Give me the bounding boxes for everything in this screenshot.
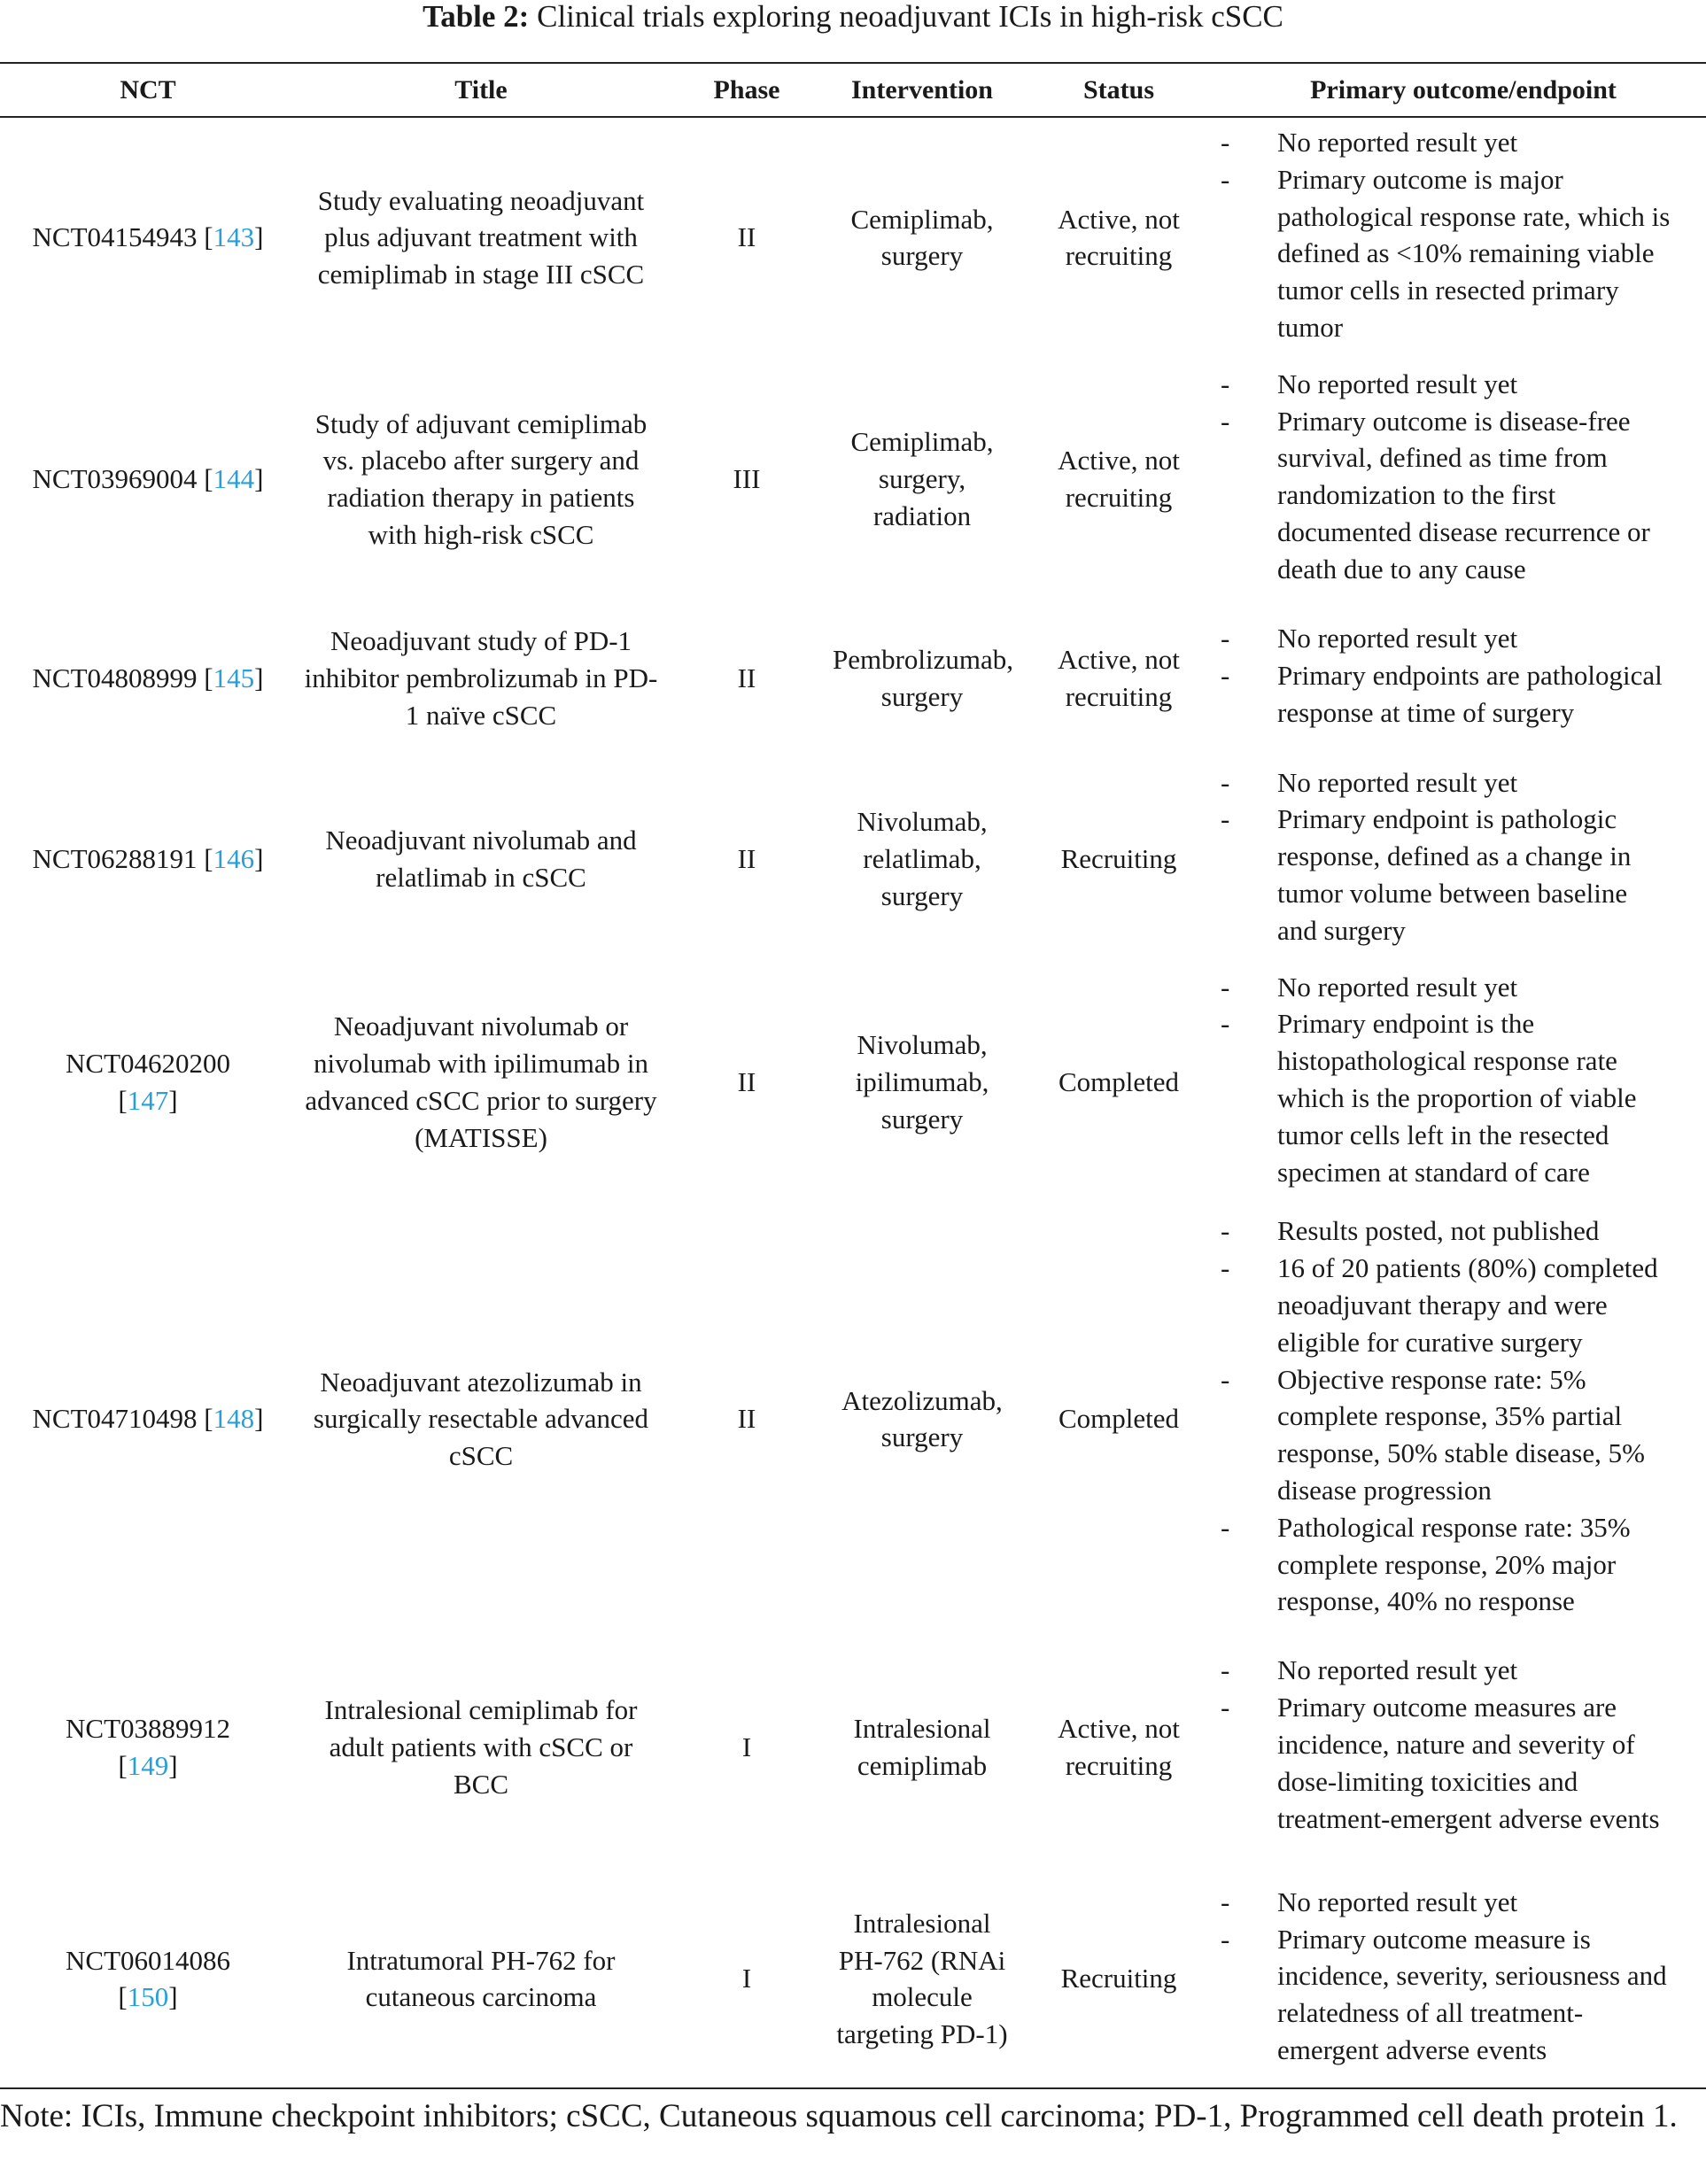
cell-nct: NCT06014086 [150] [66, 1944, 230, 2013]
header-intervention: Intervention [851, 75, 993, 105]
cell-title: Intralesional cemiplimab for adult patients with cSCC or BCC [324, 1694, 638, 1800]
reference-link[interactable]: 150 [127, 1981, 169, 2013]
cell-phase: II [737, 1403, 756, 1435]
cell-intervention: Intralesional cemiplimab [853, 1713, 991, 1781]
outcome-item: - Pathological response rate: 35% complete response, 20% major response, 40% no response [1221, 1509, 1706, 1620]
header-title: Title [454, 75, 508, 105]
outcome-item: - No reported result yet [1221, 1884, 1706, 1921]
header-outcome: Primary outcome/endpoint [1310, 75, 1617, 105]
outcome-item: - Objective response rate: 5% complete response, 35% partial response, 50% stable disease, 5% disease progression [1221, 1361, 1706, 1509]
outcome-item: - Primary endpoints are pathological response at time of surgery [1221, 657, 1706, 732]
nct-id: NCT03889912 [66, 1713, 230, 1745]
table-row [0, 1203, 1706, 1635]
cell-outcome [1221, 359, 1706, 600]
cell-status: Active, not recruiting [1058, 203, 1180, 272]
table-note: Note: ICIs, Immune checkpoint inhibitors; cSCC, Cutaneous squamous cell carcinoma; PD-1, Programmed cell death protein 1. [0, 2098, 1678, 2134]
reference-link[interactable]: 149 [127, 1749, 169, 1781]
caption-label: Table 2: [423, 0, 530, 34]
cell-phase: I [741, 1731, 752, 1762]
nct-id: NCT04620200 [66, 1048, 230, 1080]
outcome-list [1221, 124, 1706, 346]
cell-status: Completed [1058, 1403, 1180, 1435]
header-status: Status [1082, 75, 1155, 105]
outcome-item: - No reported result yet [1221, 969, 1706, 1006]
cell-phase: II [737, 1066, 756, 1098]
cell-outcome [1221, 962, 1706, 1204]
reference-link[interactable]: 145 [213, 662, 255, 694]
cell-status: Active, not recruiting [1058, 1713, 1180, 1781]
cell-outcome [1221, 757, 1706, 962]
cell-nct: NCT06288191 [146] [32, 843, 264, 875]
outcome-item: - Primary endpoint is the histopathological response rate which is the proportion of viable tumor cells left in the resected specimen at standard of care [1221, 1005, 1706, 1190]
nct-id: NCT04154943 [32, 221, 198, 253]
cell-outcome [1221, 1203, 1706, 1635]
cell-intervention: Cemiplimab, surgery [850, 203, 994, 272]
cell-nct: NCT04620200 [147] [66, 1048, 230, 1116]
table-row [0, 962, 1706, 1204]
cell-outcome [1221, 600, 1706, 757]
cell-nct: NCT04154943 [143] [32, 221, 264, 253]
outcome-list [1221, 1652, 1706, 1837]
cell-intervention: Nivolumab, relatlimab, surgery [857, 806, 988, 911]
cell-title: Study evaluating neoadjuvant plus adjuvant treatment with cemiplimab in stage III cSCC [317, 184, 645, 290]
cell-status: Active, not recruiting [1058, 644, 1180, 713]
outcome-list [1221, 1884, 1706, 2069]
cell-title: Study of adjuvant cemiplimab vs. placebo after surgery and radiation therapy in patients with high-risk cSCC [314, 407, 648, 550]
outcome-list [1221, 764, 1706, 949]
reference-link[interactable]: 144 [213, 463, 255, 495]
cell-title: Neoadjuvant atezolizumab in surgically resectable advanced cSCC [313, 1366, 649, 1472]
nct-id: NCT04808999 [32, 662, 198, 694]
cell-title: Neoadjuvant study of PD-1 inhibitor pembrolizumab in PD-1 naïve cSCC [304, 625, 658, 731]
cell-intervention: Pembrolizumab, surgery [833, 644, 1014, 713]
cell-status: Recruiting [1060, 1963, 1177, 1994]
cell-outcome [1221, 117, 1706, 359]
reference-link[interactable]: 146 [213, 843, 255, 875]
cell-status: Completed [1058, 1066, 1180, 1098]
cell-nct: NCT04710498 [148] [32, 1403, 264, 1435]
nct-id: NCT06014086 [66, 1944, 230, 1976]
outcome-item: - No reported result yet [1221, 124, 1706, 161]
cell-intervention: Intralesional PH-762 (RNAi molecule targeting PD-1) [836, 1907, 1008, 2050]
cell-phase: III [733, 463, 761, 495]
outcome-item: - No reported result yet [1221, 620, 1706, 657]
cell-phase: II [737, 221, 756, 253]
outcome-item: - No reported result yet [1221, 1652, 1706, 1689]
header-phase: Phase [713, 75, 780, 105]
outcome-list [1221, 620, 1706, 731]
table-row [0, 117, 1706, 359]
header-nct: NCT [120, 75, 176, 105]
outcome-item: - Primary endpoint is pathologic response, defined as a change in tumor volume between baseline and surgery [1221, 801, 1706, 949]
caption-text: Clinical trials exploring neoadjuvant ICIs in high-risk cSCC [537, 0, 1283, 34]
cell-phase: II [737, 843, 756, 875]
outcome-item: - No reported result yet [1221, 764, 1706, 802]
cell-phase: I [741, 1963, 752, 1994]
outcome-item: - 16 of 20 patients (80%) completed neoadjuvant therapy and were eligible for curative surgery [1221, 1250, 1706, 1360]
cell-nct: NCT04808999 [145] [32, 662, 264, 694]
clinical-trials-table [0, 64, 1706, 2098]
table-body [0, 117, 1706, 2098]
reference-link[interactable]: 143 [213, 221, 255, 253]
outcome-list [1221, 1212, 1706, 1620]
cell-title: Intratumoral PH-762 for cutaneous carcinoma [346, 1944, 616, 2013]
reference-link[interactable]: 148 [213, 1403, 255, 1435]
cell-title: Neoadjuvant nivolumab and relatlimab in cSCC [325, 825, 637, 894]
outcome-item: - Results posted, not published [1221, 1212, 1706, 1250]
reference-link[interactable]: 147 [127, 1084, 169, 1116]
nct-id: NCT06288191 [32, 843, 198, 875]
cell-outcome [1221, 1635, 1706, 1859]
cell-nct: NCT03889912 [149] [66, 1713, 230, 1781]
cell-title: Neoadjuvant nivolumab or nivolumab with ipilimumab in advanced cSCC prior to surgery (MATISSE) [305, 1011, 657, 1153]
table-row [0, 600, 1706, 757]
table-row [0, 1635, 1706, 1859]
table-caption [0, 0, 1706, 34]
outcome-item: - No reported result yet [1221, 366, 1706, 403]
outcome-list [1221, 366, 1706, 588]
outcome-item: - Primary outcome is major pathological response rate, which is defined as <10% remaining viable tumor cells in resected primary tumor [1221, 161, 1706, 346]
nct-id: NCT03969004 [32, 463, 198, 495]
nct-id: NCT04710498 [32, 1403, 198, 1435]
outcome-item: - Primary outcome measure is incidence, severity, seriousness and relatedness of all treatment-emergent adverse events [1221, 1921, 1706, 2069]
outcome-item: - Primary outcome is disease-free survival, defined as time from randomization to the first documented disease recurrence or death due to any cause [1221, 403, 1706, 588]
cell-intervention: Cemiplimab, surgery, radiation [850, 426, 994, 532]
cell-phase: II [737, 662, 756, 694]
table-row [0, 1859, 1706, 2098]
cell-outcome [1221, 1859, 1706, 2098]
table-row [0, 359, 1706, 600]
table-row [0, 757, 1706, 962]
table-header-row [0, 64, 1706, 117]
cell-status: Active, not recruiting [1058, 445, 1180, 514]
outcome-item: - Primary outcome measures are incidence, nature and severity of dose-limiting toxicities and treatment-emergent adverse events [1221, 1689, 1706, 1837]
outcome-list [1221, 969, 1706, 1191]
cell-intervention: Nivolumab, ipilimumab, surgery [855, 1029, 989, 1135]
cell-status: Recruiting [1060, 843, 1177, 875]
cell-nct: NCT03969004 [144] [32, 463, 264, 495]
cell-intervention: Atezolizumab, surgery [841, 1384, 1003, 1453]
